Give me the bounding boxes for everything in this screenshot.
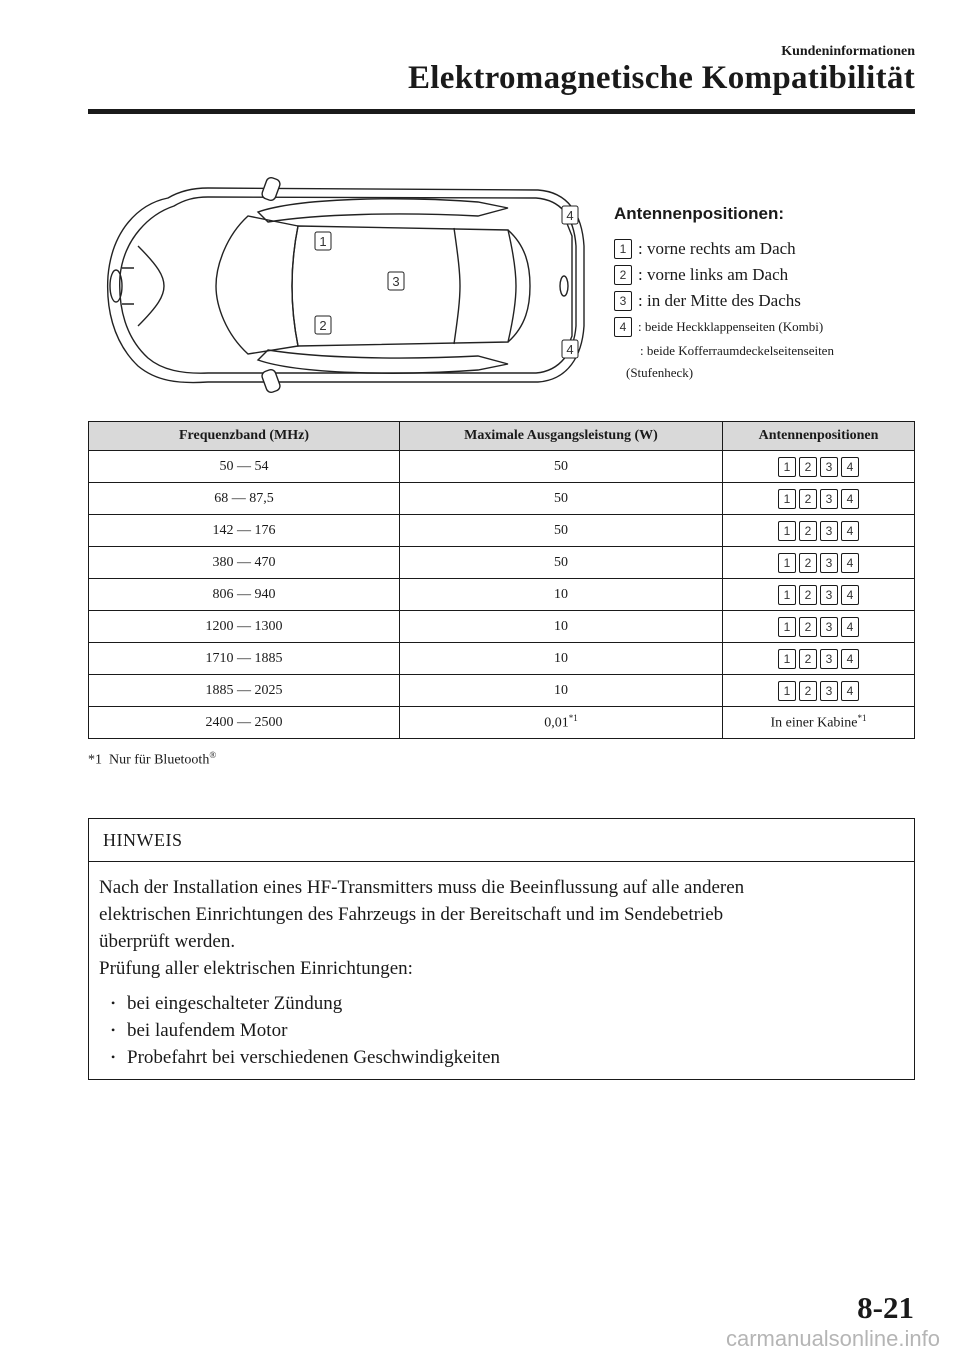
antenna-number-box: 3 [820, 681, 838, 701]
power-cell: 10 [400, 611, 723, 643]
power-cell: 0,01$^{*1}$ [400, 707, 723, 739]
antenna-number-box: 3 [820, 489, 838, 509]
position-cell [723, 643, 915, 675]
antenna-number-box: 1 [778, 617, 796, 637]
legend-item-2 [614, 262, 914, 288]
antenna-number-box: 1 [778, 553, 796, 573]
antenna-number-box: 3 [820, 649, 838, 669]
notice-body [89, 862, 914, 1071]
antenna-number-box: 3 [820, 521, 838, 541]
marker-1: 1 [319, 234, 327, 249]
band-cell: 142 — 176 [89, 515, 400, 547]
watermark: carmanualsonline.info [725, 1326, 940, 1351]
legend-continuation: : beide Kofferraumdeckelseitenseiten [640, 343, 834, 358]
antenna-legend [614, 204, 914, 384]
marker-3: 3 [392, 274, 400, 289]
legend-title: Antennenpositionen: [614, 204, 784, 223]
notice-bullet-list [99, 990, 904, 1071]
position-cell [723, 451, 915, 483]
notice-line: Nach der Installation eines HF-Transmitters muss die Beeinflussung auf alle anderen [99, 877, 745, 898]
column-header: Maximale Ausgangsleistung (W) [400, 422, 723, 451]
antenna-number-box: 2 [799, 521, 817, 541]
band-cell: 1710 — 1885 [89, 643, 400, 675]
marker-2: 2 [319, 318, 327, 333]
car-top-view-illustration [98, 176, 590, 394]
antenna-number-box: 3 [820, 457, 838, 477]
table-row [89, 611, 915, 643]
band-cell: 2400 — 2500 [89, 707, 400, 739]
section-heading: Kundeninformationen [781, 44, 915, 59]
marker-4-top: 4 [566, 208, 574, 223]
antenna-number-box: 3 [820, 553, 838, 573]
number-box: 3 [614, 291, 632, 311]
antenna-number-box: 3 [820, 585, 838, 605]
table-header-row [89, 422, 915, 451]
power-cell: 10 [400, 643, 723, 675]
legend-text: : in der Mitte des Dachs [638, 291, 801, 310]
notice-line: elektrischen Einrichtungen des Fahrzeugs in der Bereitschaft und im Sendebetrieb [99, 904, 724, 925]
position-cell: In einer Kabine$^{*1}$ [723, 707, 915, 739]
list-item: • bei laufendem Motor [99, 1017, 904, 1044]
power-cell: 50 [400, 547, 723, 579]
band-cell: 68 — 87,5 [89, 483, 400, 515]
notice-heading: HINWEIS [89, 819, 914, 862]
table-row [89, 483, 915, 515]
table-row [89, 515, 915, 547]
antenna-number-box: 1 [778, 489, 796, 509]
notice-box [88, 818, 915, 1080]
antenna-number-box: 1 [778, 585, 796, 605]
position-cell [723, 547, 915, 579]
power-cell: 10 [400, 675, 723, 707]
antenna-number-box: 1 [778, 521, 796, 541]
antenna-number-box: 3 [820, 617, 838, 637]
band-cell: 1200 — 1300 [89, 611, 400, 643]
page-title: Elektromagnetische Kompatibilität [407, 60, 915, 96]
antenna-number-box: 4 [841, 617, 859, 637]
table-row [89, 451, 915, 483]
antenna-number-box: 2 [799, 585, 817, 605]
power-cell: 10 [400, 579, 723, 611]
antenna-number-box: 1 [778, 649, 796, 669]
position-cell [723, 483, 915, 515]
position-cell [723, 579, 915, 611]
antenna-number-box: 4 [841, 649, 859, 669]
table-row [89, 707, 915, 739]
antenna-number-box: 4 [841, 585, 859, 605]
list-item: • bei eingeschalteter Zündung [99, 990, 904, 1017]
footnote: *1 Nur für Bluetooth® [88, 750, 217, 768]
antenna-number-box: 1 [778, 457, 796, 477]
table-row [89, 579, 915, 611]
position-cell [723, 611, 915, 643]
power-cell: 50 [400, 483, 723, 515]
power-cell: 50 [400, 451, 723, 483]
table-row [89, 675, 915, 707]
legend-continuation-2: (Stufenheck) [626, 365, 694, 380]
column-header: Frequenzband (MHz) [89, 422, 400, 451]
antenna-number-box: 2 [799, 457, 817, 477]
band-cell: 1885 — 2025 [89, 675, 400, 707]
position-cell [723, 515, 915, 547]
number-box: 1 [614, 239, 632, 259]
page-number: 8-21 [857, 1290, 914, 1325]
power-cell: 50 [400, 515, 723, 547]
marker-4-bottom: 4 [566, 342, 574, 357]
legend-text: : beide Heckklappenseiten (Kombi) [638, 319, 824, 334]
band-cell: 806 — 940 [89, 579, 400, 611]
antenna-number-box: 4 [841, 521, 859, 541]
number-box: 2 [614, 265, 632, 285]
legend-text: : vorne rechts am Dach [638, 239, 796, 258]
antenna-number-box: 2 [799, 617, 817, 637]
notice-line: überprüft werden. [99, 931, 236, 952]
antenna-number-box: 4 [841, 553, 859, 573]
header-rule [88, 109, 915, 114]
antenna-number-box: 2 [799, 489, 817, 509]
antenna-number-box: 2 [799, 681, 817, 701]
antenna-number-box: 1 [778, 681, 796, 701]
table-row [89, 643, 915, 675]
band-cell: 50 — 54 [89, 451, 400, 483]
table-row [89, 547, 915, 579]
legend-text: : vorne links am Dach [638, 265, 789, 284]
legend-item-1 [614, 236, 914, 262]
number-box: 4 [614, 317, 632, 337]
frequency-table [88, 421, 915, 739]
band-cell: 380 — 470 [89, 547, 400, 579]
position-cell [723, 675, 915, 707]
antenna-number-box: 4 [841, 681, 859, 701]
antenna-number-box: 4 [841, 457, 859, 477]
legend-item-3 [614, 288, 914, 314]
list-item: • Probefahrt bei verschiedenen Geschwindigkeiten [99, 1044, 904, 1071]
column-header: Antennenpositionen [723, 422, 915, 451]
antenna-number-box: 2 [799, 553, 817, 573]
antenna-number-box: 2 [799, 649, 817, 669]
legend-item-4 [614, 314, 914, 340]
antenna-number-box: 4 [841, 489, 859, 509]
notice-line: Prüfung aller elektrischen Einrichtungen: [99, 958, 413, 979]
